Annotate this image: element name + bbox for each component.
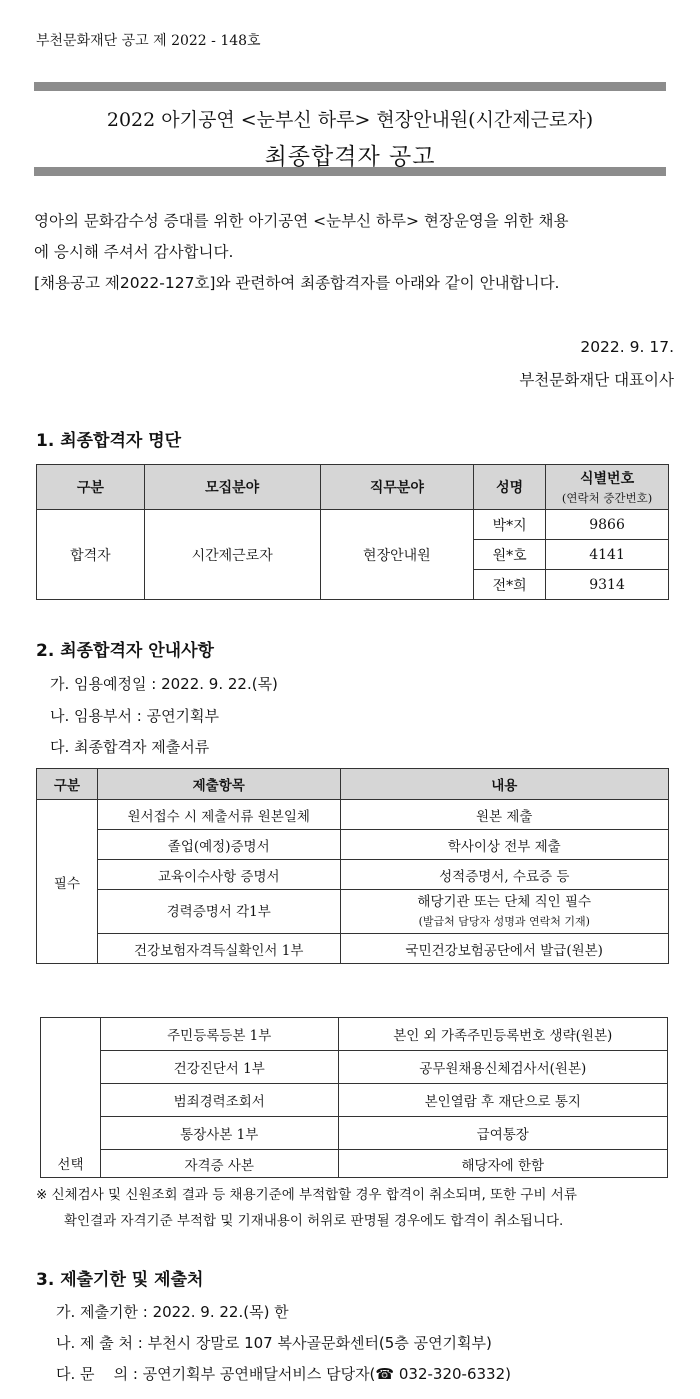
issuer: 부천문화재단 대표이사 [519, 371, 674, 389]
column-header-label: 식별번호 [580, 471, 635, 487]
table-row [37, 510, 669, 540]
duty-cell: 현장안내원 [320, 510, 474, 600]
item-submission-place: 나. 제 출 처 : 부천시 장말로 107 복사골문화센터(5층 공연기획부) [56, 1334, 492, 1352]
intro-line: [채용공고 제2022-127호]와 관련하여 최종합격자를 아래와 같이 안내합니다. [34, 274, 560, 292]
section-1-title: 1. 최종합격자 명단 [36, 431, 182, 451]
id-cell: 4141 [546, 540, 669, 570]
field-cell: 시간제근로자 [144, 510, 320, 600]
column-header: 직무분야 [320, 465, 474, 510]
item-inquiry: 다. 문 의 : 공연기획부 공연배달서비스 담당자(☎ 032-320-6332) [56, 1365, 511, 1383]
table-header-row [37, 465, 669, 510]
note-line: ※ 신체검사 및 신원조회 결과 등 채용기준에 부적합할 경우 합격이 취소되며, 또한 구비 서류 [36, 1187, 577, 1203]
column-header: 성명 [474, 465, 546, 510]
document-item-cell: 경력증명서 각1부 [97, 890, 340, 934]
optional-documents-table [40, 1017, 668, 1178]
document-content-main: 해당기관 또는 단체 직인 필수 [417, 893, 592, 910]
document-number: 부천문화재단 공고 제 2022 - 148호 [36, 33, 261, 49]
table-row [41, 1150, 668, 1178]
document-content-cell: 국민건강보험공단에서 발급(원본) [340, 934, 668, 964]
name-cell: 원*호 [474, 540, 546, 570]
document-content-cell: 급여통장 [338, 1117, 667, 1150]
table-row [37, 860, 669, 890]
table-row [41, 1051, 668, 1084]
finalist-table [36, 464, 669, 600]
column-header-id [546, 465, 669, 510]
table-row [41, 1084, 668, 1117]
item-deadline: 가. 제출기한 : 2022. 9. 22.(목) 한 [56, 1303, 289, 1321]
section-2-title: 2. 최종합격자 안내사항 [36, 641, 214, 661]
document-item-cell: 주민등록등본 1부 [100, 1018, 338, 1051]
name-cell: 전*희 [474, 570, 546, 600]
intro-paragraph [34, 206, 674, 299]
note-line: 확인결과 자격기준 부적합 및 기재내용이 허위로 판명될 경우에도 합격이 취소됩니다. [64, 1213, 564, 1229]
document-content-cell: 해당자에 한함 [338, 1150, 667, 1178]
item-documents: 다. 최종합격자 제출서류 [50, 738, 210, 756]
page-title-line2: 최종합격자 공고 [264, 144, 436, 170]
document-content-cell: 본인열람 후 재단으로 통지 [338, 1084, 667, 1117]
column-header: 제출항목 [97, 769, 340, 800]
id-cell: 9866 [546, 510, 669, 540]
page-title-line1: 2022 아기공연 <눈부신 하루> 현장안내원(시간제근로자) [106, 109, 594, 131]
category-cell: 합격자 [37, 510, 145, 600]
announcement-date: 2022. 9. 17. [580, 338, 674, 356]
document-content-cell [340, 890, 668, 934]
intro-line: 에 응시해 주셔서 감사합니다. [34, 243, 234, 261]
table-row [41, 1117, 668, 1150]
item-department: 나. 임용부서 : 공연기획부 [50, 707, 220, 725]
document-item-cell: 원서접수 시 제출서류 원본일체 [97, 800, 340, 830]
document-item-cell: 건강진단서 1부 [100, 1051, 338, 1084]
column-header: 내용 [340, 769, 668, 800]
table-header-row [37, 769, 669, 800]
document-content-cell: 학사이상 전부 제출 [340, 830, 668, 860]
required-label-cell: 필수 [37, 800, 98, 964]
document-content-cell: 성적증명서, 수료증 등 [340, 860, 668, 890]
document-content-cell: 원본 제출 [340, 800, 668, 830]
optional-group-cell [41, 1018, 101, 1150]
title-box [34, 82, 666, 176]
table-row [37, 890, 669, 934]
document-content-cell: 본인 외 가족주민등록번호 생략(원본) [338, 1018, 667, 1051]
intro-line: 영아의 문화감수성 증대를 위한 아기공연 <눈부신 하루> 현장운영을 위한 채용 [34, 212, 569, 230]
document-item-cell: 건강보험자격득실확인서 1부 [97, 934, 340, 964]
column-header: 모집분야 [144, 465, 320, 510]
table-row [37, 800, 669, 830]
document-content-cell: 공무원채용신체검사서(원본) [338, 1051, 667, 1084]
item-appointment-date: 가. 임용예정일 : 2022. 9. 22.(목) [50, 675, 278, 693]
document-item-cell: 자격증 사본 [100, 1150, 338, 1178]
name-cell: 박*지 [474, 510, 546, 540]
optional-label-cell: 선택 [41, 1150, 101, 1178]
cancellation-note [36, 1182, 676, 1234]
section-3-title: 3. 제출기한 및 제출처 [36, 1270, 204, 1290]
table-row [37, 830, 669, 860]
column-header: 구분 [37, 465, 145, 510]
table-row [37, 934, 669, 964]
document-item-cell: 통장사본 1부 [100, 1117, 338, 1150]
document-content-sub: (발급처 담당자 성명과 연락처 기재) [418, 914, 590, 928]
table-row [41, 1018, 668, 1051]
column-header-sublabel: (연락처 중간번호) [561, 491, 653, 505]
document-item-cell: 졸업(예정)증명서 [97, 830, 340, 860]
required-documents-table [36, 768, 669, 964]
column-header: 구분 [37, 769, 98, 800]
id-cell: 9314 [546, 570, 669, 600]
document-item-cell: 교육이수사항 증명서 [97, 860, 340, 890]
document-item-cell: 범죄경력조회서 [100, 1084, 338, 1117]
